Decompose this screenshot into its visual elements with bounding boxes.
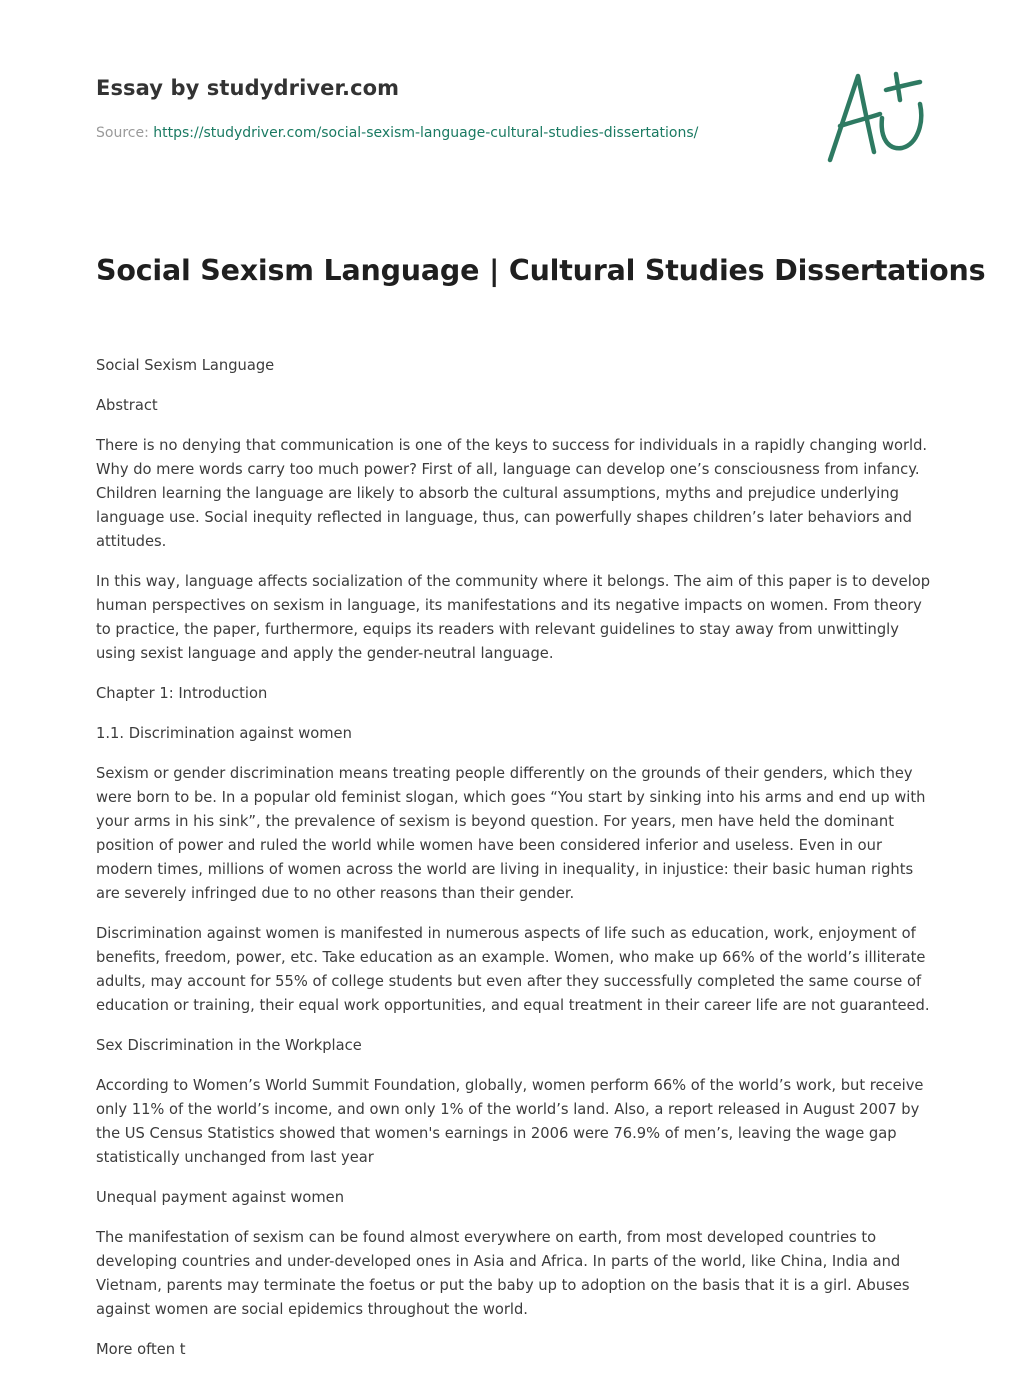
page-title: Social Sexism Language | Cultural Studies Dissertations (96, 254, 986, 287)
paragraph: 1.1. Discrimination against women (96, 725, 352, 742)
paragraph: Social Sexism Language (96, 357, 275, 374)
paragraph: There is no denying that communication is one of the keys to success for individuals in a rapidly changing world. Why do mere words carry too much power? First of all, language can develop one’s consciousness from infancy. Children learning the language are likely to absorb the cultural assumptions, myths and prejudice underlying language use. Social inequity reflected in language, thus, can powerfully shapes children’s later behaviors and attitudes. (96, 437, 928, 550)
site-brand: Essay by studydriver.com (96, 76, 400, 100)
paragraph: The manifestation of sexism can be found almost everywhere on earth, from most developed countries to developing countries and under-developed ones in Asia and Africa. In parts of the world, like China, India and Vietnam, parents may terminate the foetus or put the baby up to adoption on the basis that it is a girl. Abuses against women are social epidemics throughout the world. (96, 1229, 910, 1318)
paragraph: Abstract (96, 397, 158, 414)
paragraph: According to Women’s World Summit Foundation, globally, women perform 66% of the world’s work, but receive only 11% of the world’s income, and own only 1% of the world’s land. Also, a report released in August 2007 by the US Census Statistics showed that women's earnings in 2006 were 76.9% of men’s, leaving the wage gap statistically unchanged from last year (96, 1077, 924, 1166)
essay-body (96, 354, 936, 1378)
paragraph: Sex Discrimination in the Workplace (96, 1037, 362, 1054)
paragraph: In this way, language affects socialization of the community where it belongs. The aim of this paper is to develop human perspectives on sexism in language, its manifestations and its negative impacts on women. From theory to practice, the paper, furthermore, equips its readers with relevant guidelines to stay away from unwittingly using sexist language and apply the gender-neutral language. (96, 573, 931, 662)
paragraph: More often t (96, 1341, 186, 1358)
source-line (96, 125, 698, 141)
paragraph: Sexism or gender discrimination means treating people differently on the grounds of their genders, which they were born to be. In a popular old feminist slogan, which goes “You start by sinking into his arms and end up with your arms in his sink”, the prevalence of sexism is beyond question. For years, men have held the dominant position of power and ruled the world while women have been considered inferior and useless. Even in our modern times, millions of women across the world are living in inequality, in injustice: their basic human rights are severely infringed due to no other reasons than their gender. (96, 765, 926, 902)
a-plus-logo-icon (822, 66, 928, 166)
paragraph: Chapter 1: Introduction (96, 685, 268, 702)
paragraph: Discrimination against women is manifested in numerous aspects of life such as education, work, enjoyment of benefits, freedom, power, etc. Take education as an example. Women, who make up 66% of the world’s illiterate adults, may account for 55% of college students but even after they successfully completed the same course of education or training, their equal work opportunities, and equal treatment in their career life are not guaranteed. (96, 925, 930, 1014)
paragraph: Unequal payment against women (96, 1189, 345, 1206)
source-label: Source: (96, 125, 149, 141)
source-link[interactable]: https://studydriver.com/social-sexism-language-cultural-studies-dissertations/ (153, 125, 699, 141)
